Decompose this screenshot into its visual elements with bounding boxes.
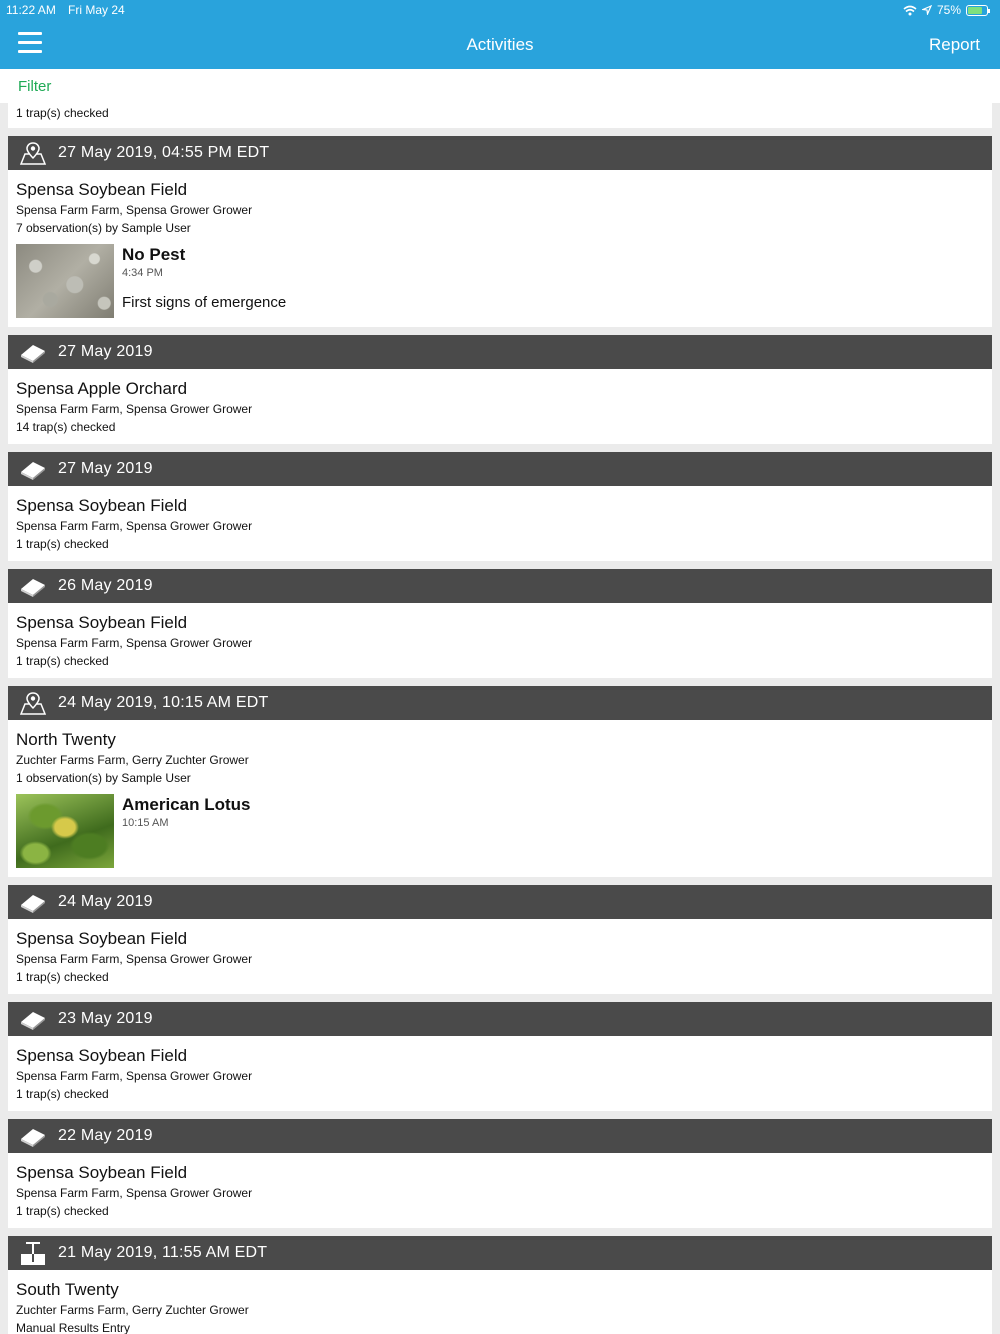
farm-grower: Zuchter Farms Farm, Gerry Zuchter Grower <box>16 1303 249 1317</box>
status-time: 11:22 AM <box>6 3 56 17</box>
trap-icon <box>18 339 48 365</box>
activity-card-body <box>8 720 992 877</box>
activity-card[interactable] <box>8 452 992 561</box>
activity-card-header <box>8 335 992 369</box>
farm-grower: Zuchter Farms Farm, Gerry Zuchter Grower <box>16 753 249 767</box>
trap-icon <box>18 573 48 599</box>
activity-card-body <box>8 369 992 444</box>
activity-card-body <box>8 1153 992 1228</box>
activity-list[interactable] <box>8 103 992 1334</box>
activity-card-body <box>8 603 992 678</box>
activity-summary: 7 observation(s) by Sample User <box>16 221 191 235</box>
field-name: North Twenty <box>16 730 116 749</box>
activity-card[interactable] <box>8 885 992 994</box>
activity-card[interactable] <box>8 1236 992 1334</box>
soil-probe-icon <box>18 1240 48 1266</box>
activity-summary: 1 observation(s) by Sample User <box>16 771 191 785</box>
activity-summary: 1 trap(s) checked <box>16 1204 109 1218</box>
activity-summary: 1 trap(s) checked <box>16 537 109 551</box>
trap-icon <box>18 1123 48 1149</box>
activity-card[interactable] <box>8 136 992 327</box>
activity-card[interactable] <box>8 1002 992 1111</box>
field-name: Spensa Soybean Field <box>16 929 188 948</box>
activity-summary: 1 trap(s) checked <box>16 1087 109 1101</box>
activity-summary: 14 trap(s) checked <box>16 420 116 434</box>
pest-name: No Pest <box>122 245 186 264</box>
field-name: Spensa Apple Orchard <box>16 379 188 398</box>
status-right <box>903 3 988 17</box>
report-button[interactable]: Report <box>928 35 980 54</box>
location-arrow-icon <box>922 5 932 15</box>
activity-card-body <box>8 1270 992 1334</box>
activity-card[interactable] <box>8 569 992 678</box>
activity-date: 27 May 2019 <box>58 343 153 360</box>
activity-card-header <box>8 686 992 720</box>
activity-card-body <box>8 486 992 561</box>
activity-card[interactable] <box>8 1119 992 1228</box>
status-bar <box>0 0 1000 20</box>
activity-card[interactable] <box>8 335 992 444</box>
filter-bar <box>0 69 1000 103</box>
observation-details <box>122 794 250 868</box>
activity-summary: 1 trap(s) checked <box>16 654 109 668</box>
observation-time: 10:15 AM <box>122 817 169 829</box>
activity-date: 24 May 2019 <box>58 893 153 910</box>
field-name: Spensa Soybean Field <box>16 1163 188 1182</box>
field-name: Spensa Soybean Field <box>16 613 188 632</box>
top-bar <box>0 0 1000 69</box>
activity-card[interactable] <box>8 686 992 877</box>
activity-date: 23 May 2019 <box>58 1010 153 1027</box>
wifi-icon <box>903 5 917 16</box>
field-name: Spensa Soybean Field <box>16 1046 188 1065</box>
observation-details <box>122 244 286 318</box>
observation-photo[interactable] <box>16 794 114 868</box>
farm-grower: Spensa Farm Farm, Spensa Grower Grower <box>16 636 253 650</box>
activity-card-header <box>8 452 992 486</box>
activity-date: 27 May 2019 <box>58 460 153 477</box>
filter-button[interactable]: Filter <box>18 78 52 95</box>
activity-card-header <box>8 1119 992 1153</box>
activity-card-body <box>8 919 992 994</box>
farm-grower: Spensa Farm Farm, Spensa Grower Grower <box>16 203 253 217</box>
activity-card-body <box>8 1036 992 1111</box>
battery-icon <box>966 5 988 16</box>
activity-summary: 1 trap(s) checked <box>16 970 109 984</box>
field-name: South Twenty <box>16 1280 119 1299</box>
activity-date: 24 May 2019, 10:15 AM EDT <box>58 694 269 711</box>
map-pin-icon <box>18 690 48 716</box>
farm-grower: Spensa Farm Farm, Spensa Grower Grower <box>16 402 253 416</box>
activity-card-header <box>8 1236 992 1270</box>
activity-date: 22 May 2019 <box>58 1127 153 1144</box>
activity-card-partial[interactable] <box>8 103 992 128</box>
observation-photo[interactable] <box>16 244 114 318</box>
farm-grower: Spensa Farm Farm, Spensa Grower Grower <box>16 1186 253 1200</box>
activity-date: 26 May 2019 <box>58 577 153 594</box>
farm-grower: Spensa Farm Farm, Spensa Grower Grower <box>16 519 253 533</box>
farm-grower: Spensa Farm Farm, Spensa Grower Grower <box>16 952 253 966</box>
activity-card-body <box>8 170 992 327</box>
activity-card-header <box>8 1002 992 1036</box>
activity-card-header <box>8 885 992 919</box>
activity-card-header <box>8 569 992 603</box>
nav-row <box>0 28 1000 62</box>
status-date: Fri May 24 <box>68 3 125 17</box>
battery-percent: 75% <box>936 3 961 17</box>
activity-card-header <box>8 136 992 170</box>
map-pin-icon <box>18 140 48 166</box>
field-name: Spensa Soybean Field <box>16 496 188 515</box>
trap-icon <box>18 889 48 915</box>
trap-icon <box>18 456 48 482</box>
observation-item[interactable] <box>16 244 984 318</box>
activity-summary: 1 trap(s) checked <box>16 106 109 120</box>
page-title: Activities <box>466 35 534 54</box>
farm-grower: Spensa Farm Farm, Spensa Grower Grower <box>16 1069 253 1083</box>
observation-item[interactable] <box>16 794 984 868</box>
activity-summary: Manual Results Entry <box>16 1321 131 1334</box>
observation-note: First signs of emergence <box>122 294 287 311</box>
field-name: Spensa Soybean Field <box>16 180 188 199</box>
activity-date: 21 May 2019, 11:55 AM EDT <box>58 1244 268 1261</box>
trap-icon <box>18 1006 48 1032</box>
observation-time: 4:34 PM <box>122 267 163 279</box>
hamburger-menu-icon[interactable] <box>18 32 42 54</box>
activity-date: 27 May 2019, 04:55 PM EDT <box>58 144 270 161</box>
pest-name: American Lotus <box>122 795 251 814</box>
